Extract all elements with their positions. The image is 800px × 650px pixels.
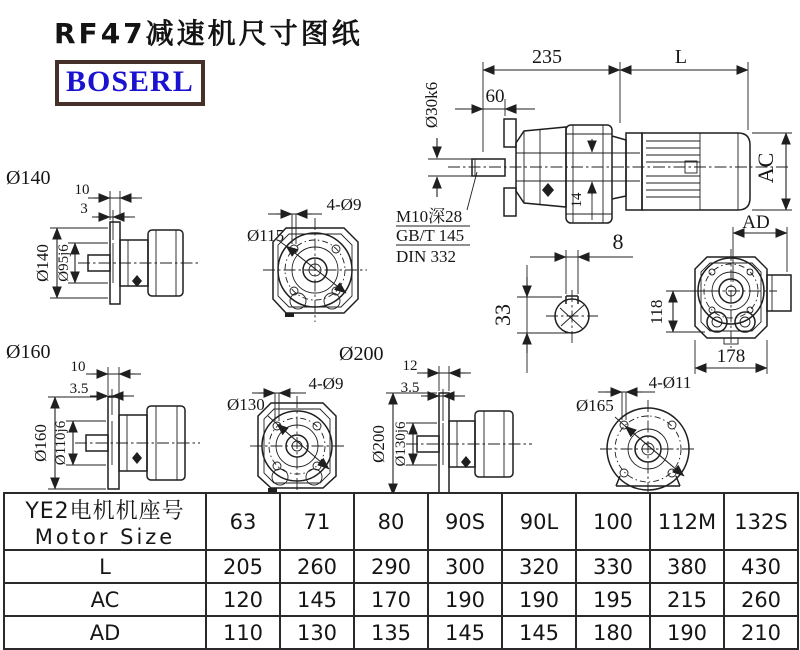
row-label: AC (4, 583, 206, 616)
table-row-AD (4, 616, 798, 649)
oil-plug-icon (132, 452, 142, 464)
dim-118: 118 (647, 299, 666, 325)
col-header: 90S (428, 493, 502, 550)
row-label: AD (4, 616, 206, 649)
table-cell: 180 (576, 616, 650, 649)
dim-8: 8 (612, 229, 624, 254)
dim-4xd9: 4-Ø9 (308, 374, 344, 393)
page-title: RF47减速机尺寸图纸 (54, 17, 363, 50)
dim-4xd11: 4-Ø11 (648, 373, 692, 392)
table-row-L (4, 550, 798, 583)
dim-10: 10 (70, 359, 86, 375)
table-cell: 195 (576, 583, 650, 616)
col-header: 63 (206, 493, 280, 550)
table-cell: 430 (724, 550, 798, 583)
flange200-side-view (339, 343, 532, 492)
dim-spigot130: Ø130j6 (393, 421, 409, 467)
note-thread: M10深28 (396, 207, 463, 226)
table-cell: 145 (280, 583, 354, 616)
dim-60: 60 (485, 86, 505, 107)
dim-14: 14 (569, 192, 585, 208)
table-cell: 120 (206, 583, 280, 616)
table-cell: 170 (354, 583, 428, 616)
note-din: DIN 332 (396, 247, 456, 266)
dim-AC: AC (753, 152, 778, 184)
motor-size-header (4, 493, 206, 550)
table-cell: 380 (650, 550, 724, 583)
header-en: Motor Size (34, 525, 176, 549)
dim-od140: Ø140 (33, 244, 52, 282)
table-row-AC (4, 583, 798, 616)
dimension-table (3, 492, 799, 650)
dim-bcd115: Ø115 (247, 226, 285, 245)
table-cell: 145 (502, 616, 576, 649)
dim-12: 12 (402, 358, 418, 374)
col-header: 100 (576, 493, 650, 550)
table-header-row (4, 493, 798, 550)
table-cell: 205 (206, 550, 280, 583)
dim-AD: AD (742, 212, 770, 233)
col-header: 71 (280, 493, 354, 550)
table-cell: 330 (576, 550, 650, 583)
table-cell: 110 (206, 616, 280, 649)
flange115-front-view (247, 195, 367, 322)
table-cell: 320 (502, 550, 576, 583)
dim-178: 178 (716, 346, 746, 367)
dim-shaft-dia: Ø30k6 (422, 81, 441, 129)
table-cell: 190 (650, 616, 724, 649)
dim-od200: Ø200 (369, 425, 388, 463)
dim-3: 3 (80, 201, 88, 217)
flange140-side-view (6, 167, 198, 304)
flange165-front-view (576, 373, 696, 492)
row-label: L (4, 550, 206, 583)
rear-view (647, 212, 791, 374)
table-cell: 190 (428, 583, 502, 616)
shaft-keyway-section (490, 229, 633, 373)
dim-bcd165: Ø165 (576, 396, 614, 415)
dim-3-5: 3.5 (400, 380, 420, 396)
dim-od160: Ø160 (31, 424, 50, 462)
dim-L: L (674, 46, 688, 68)
table-cell: 300 (428, 550, 502, 583)
label-d160: Ø160 (6, 341, 51, 363)
dim-235: 235 (532, 46, 562, 68)
dimension-table-wrap (3, 492, 797, 650)
table-cell: 145 (428, 616, 502, 649)
table-cell: 130 (280, 616, 354, 649)
dim-33: 33 (490, 304, 515, 326)
col-header: 132S (724, 493, 798, 550)
header-cn: YE2电机机座号 (25, 499, 185, 524)
note-gbt: GB/T 145 (396, 226, 465, 245)
col-header: 112M (650, 493, 724, 550)
brand-logo: BOSERL (55, 60, 205, 106)
flange130-front-view (227, 374, 344, 492)
dim-bcd130: Ø130 (227, 395, 265, 414)
col-header: 80 (354, 493, 428, 550)
label-d140: Ø140 (6, 167, 51, 189)
flange160-side-view (6, 341, 200, 489)
oil-plug-icon (542, 183, 554, 197)
table-cell: 135 (354, 616, 428, 649)
dim-spigot110: Ø110j6 (53, 420, 69, 466)
table-cell: 260 (280, 550, 354, 583)
table-cell: 215 (650, 583, 724, 616)
table-cell: 190 (502, 583, 576, 616)
table-cell: 210 (724, 616, 798, 649)
dim-10: 10 (74, 182, 90, 198)
dim-4xd9: 4-Ø9 (326, 195, 362, 214)
label-d200: Ø200 (339, 343, 384, 365)
oil-plug-icon (132, 275, 142, 287)
dim-3-5: 3.5 (69, 381, 89, 397)
oil-plug-icon (461, 456, 471, 468)
dim-spigot95: Ø95j6 (56, 244, 72, 282)
table-cell: 260 (724, 583, 798, 616)
table-cell: 290 (354, 550, 428, 583)
col-header: 90L (502, 493, 576, 550)
